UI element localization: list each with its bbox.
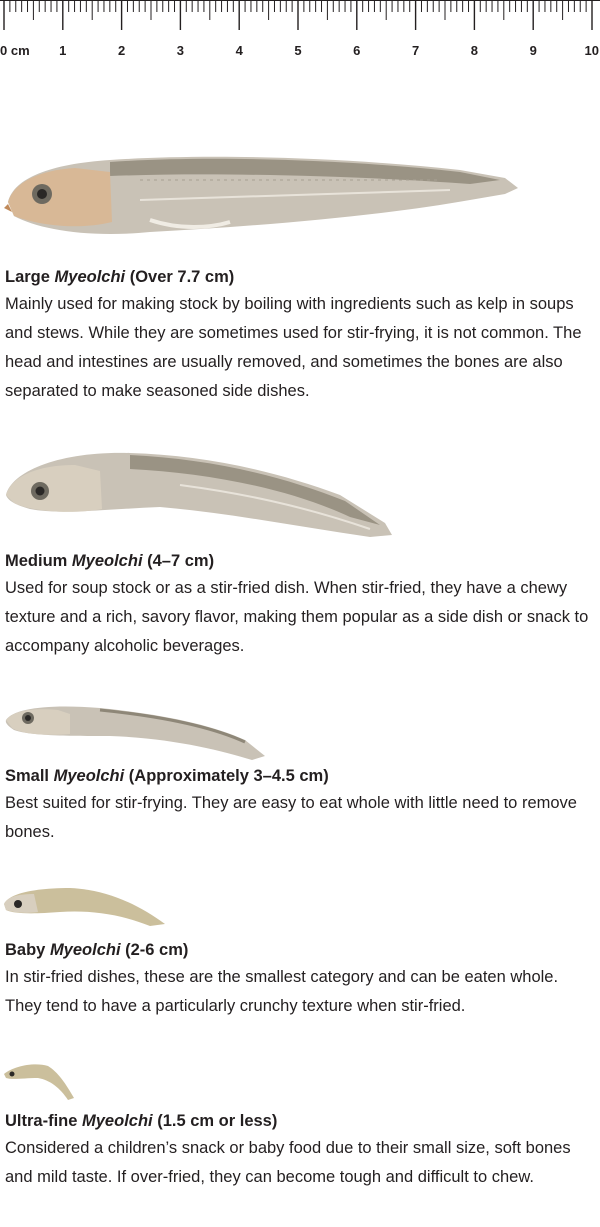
ruler-tick-label: 5 — [294, 43, 302, 58]
ruler-tick-label: 8 — [470, 43, 479, 58]
section-description: Mainly used for making stock by boiling with ingredients such as kelp in soups and stews. While they are sometimes used for stir-frying, it is not common. The head and intestines are usually removed, and sometimes the bones are also separated to make seasoned side dishes. — [5, 295, 582, 400]
centimeter-ruler — [0, 0, 600, 64]
dried-anchovy-large-image — [0, 150, 525, 245]
section-title: Medium Myeolchi (4–7 cm) — [5, 552, 215, 570]
section-small — [5, 763, 593, 847]
ruler-ticks — [4, 0, 592, 30]
ruler-tick-label: 1 — [59, 43, 67, 58]
ruler-tick-label: 2 — [117, 43, 126, 58]
dried-anchovy-medium-image — [0, 445, 400, 540]
section-large — [5, 264, 593, 406]
ruler-tick-label: 3 — [176, 43, 185, 58]
ruler-tick-label: 6 — [353, 43, 361, 58]
section-medium — [5, 548, 593, 661]
section-ultrafine — [5, 1108, 593, 1192]
section-title: Ultra-fine Myeolchi (1.5 cm or less) — [5, 1112, 278, 1130]
section-title: Small Myeolchi (Approximately 3–4.5 cm) — [5, 767, 329, 785]
ruler-tick-label: 9 — [529, 43, 537, 58]
section-description: Considered a children’s snack or baby food due to their small size, soft bones and mild taste. If over-fried, they can become tough and difficult to chew. — [5, 1139, 571, 1186]
dried-anchovy-small-image — [0, 700, 275, 765]
section-baby — [5, 937, 593, 1021]
ruler-tick-label: 10 — [584, 43, 599, 58]
ruler-tick-label: 7 — [411, 43, 420, 58]
section-description: Used for soup stock or as a stir-fried dish. When stir-fried, they have a chewy texture and a rich, savory flavor, making them popular as a side dish or snack to accompany alcoholic beverages. — [5, 579, 589, 655]
ruler-tick-label: 4 — [235, 43, 243, 58]
section-title: Large Myeolchi (Over 7.7 cm) — [5, 268, 235, 286]
ruler-zero-label: 0 cm — [0, 43, 30, 58]
dried-anchovy-baby-image — [0, 880, 170, 930]
dried-anchovy-ultrafine-image — [0, 1058, 80, 1103]
ruler-labels — [59, 43, 599, 58]
section-description: In stir-fried dishes, these are the smallest category and can be eaten whole. They tend to have a particularly crunchy texture when stir-fried. — [5, 968, 559, 1015]
section-title: Baby Myeolchi (2-6 cm) — [5, 941, 189, 959]
section-description: Best suited for stir-frying. They are easy to eat whole with little need to remove bones. — [5, 794, 577, 841]
